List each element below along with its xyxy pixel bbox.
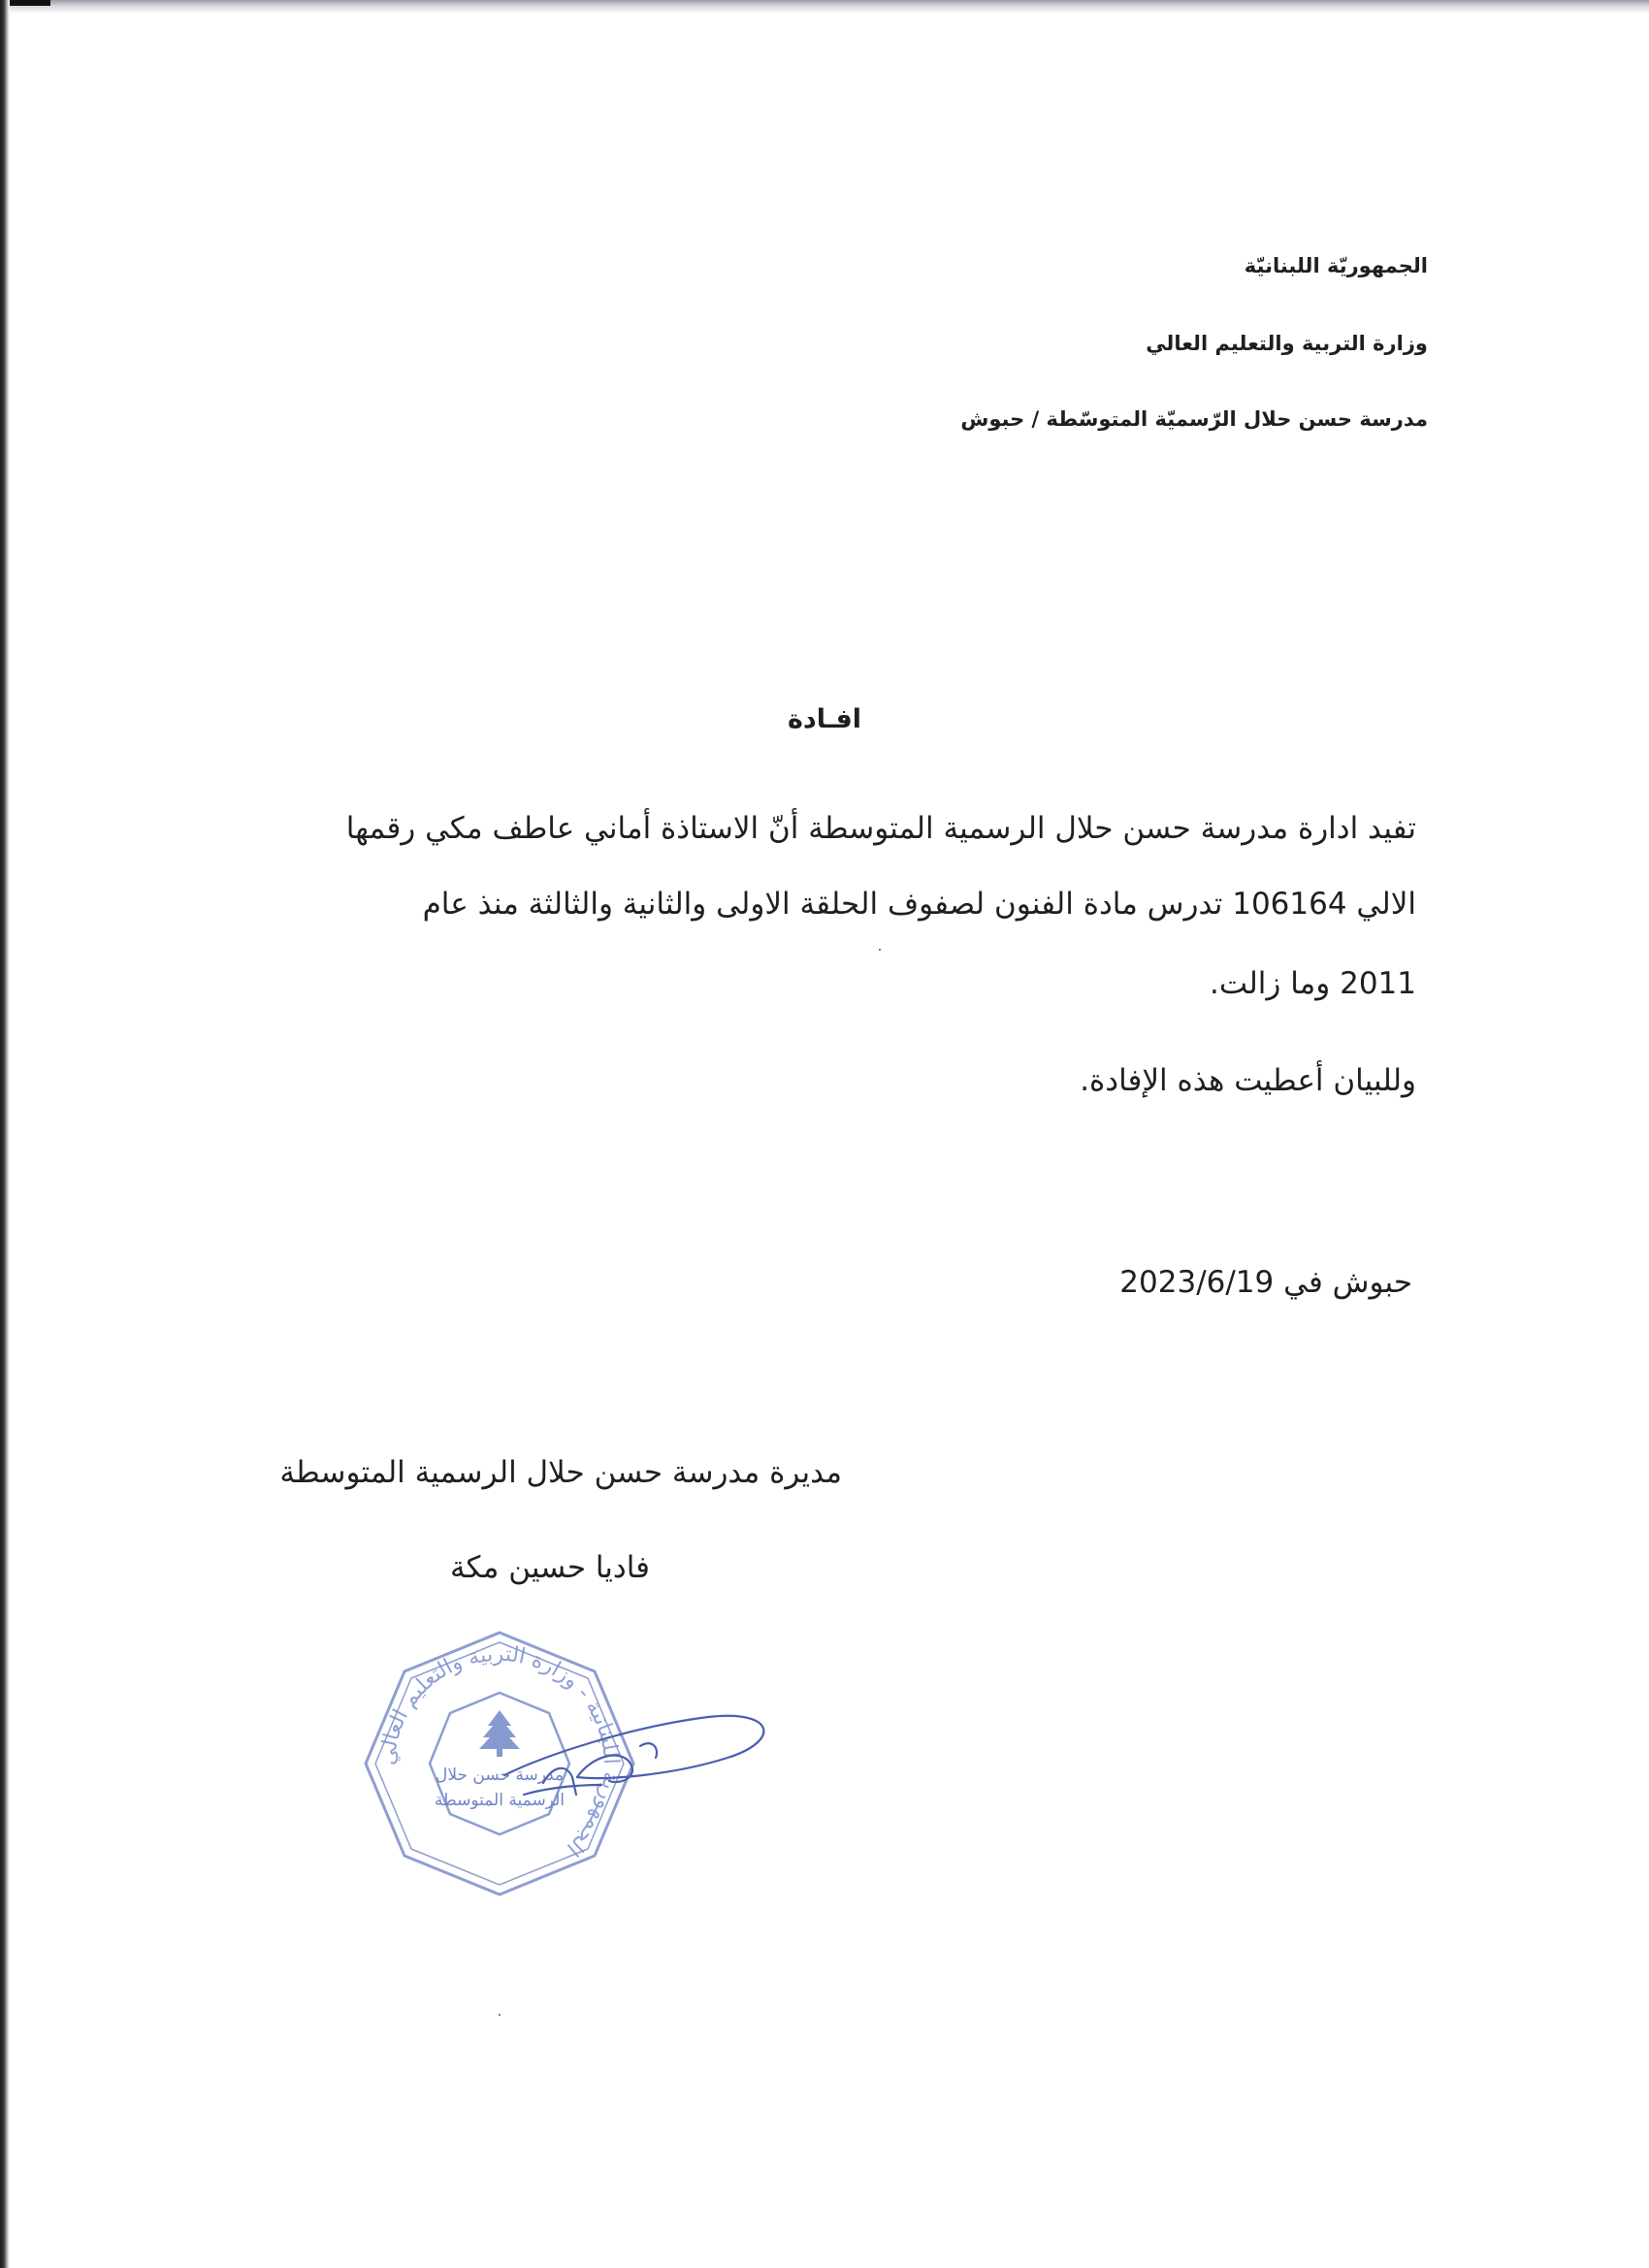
header-ministry: وزارة التربية والتعليم العالي	[1146, 332, 1428, 355]
signatory-title: مديرة مدرسة حسن حلال الرسمية المتوسطة	[279, 1455, 842, 1490]
body-line-1: تفيد ادارة مدرسة حسن حلال الرسمية المتوسطة أنّ الاستاذة أماني عاطف مكي رقمها	[345, 811, 1416, 846]
document-title: افـادة	[787, 704, 862, 734]
stamp-inner-text-1: مدرسة حسن حلال	[435, 1766, 565, 1785]
scan-top-edge	[0, 0, 1649, 14]
date-line: حبوش في 2023/6/19	[1119, 1265, 1412, 1300]
header-school: مدرسة حسن حلال الرّسميّة المتوسّطة / حبوش	[960, 407, 1428, 431]
signatory-name: فاديا حسين مكة	[450, 1550, 650, 1585]
body-line-3: 2011 وما زالت.	[1210, 966, 1416, 1001]
scan-speck	[879, 949, 881, 951]
stamp-inner-text-2: الرسمية المتوسطة	[435, 1791, 565, 1810]
body-line-2: الالي 106164 تدرس مادة الفنون لصفوف الحلقة الاولى والثانية والثالثة منذ عام	[422, 887, 1416, 922]
header-country: الجمهوريّة اللبنانيّة	[1244, 254, 1428, 277]
scan-left-edge	[0, 0, 10, 2268]
closing-line: وللبيان أعطيت هذه الإفادة.	[1080, 1063, 1416, 1098]
scan-speck	[499, 2014, 501, 2016]
stamp-outer-text: الجمهورية اللبنانية - وزارة التربية والتعليم العالي	[375, 1641, 624, 1862]
handwritten-signature	[485, 1688, 776, 1824]
